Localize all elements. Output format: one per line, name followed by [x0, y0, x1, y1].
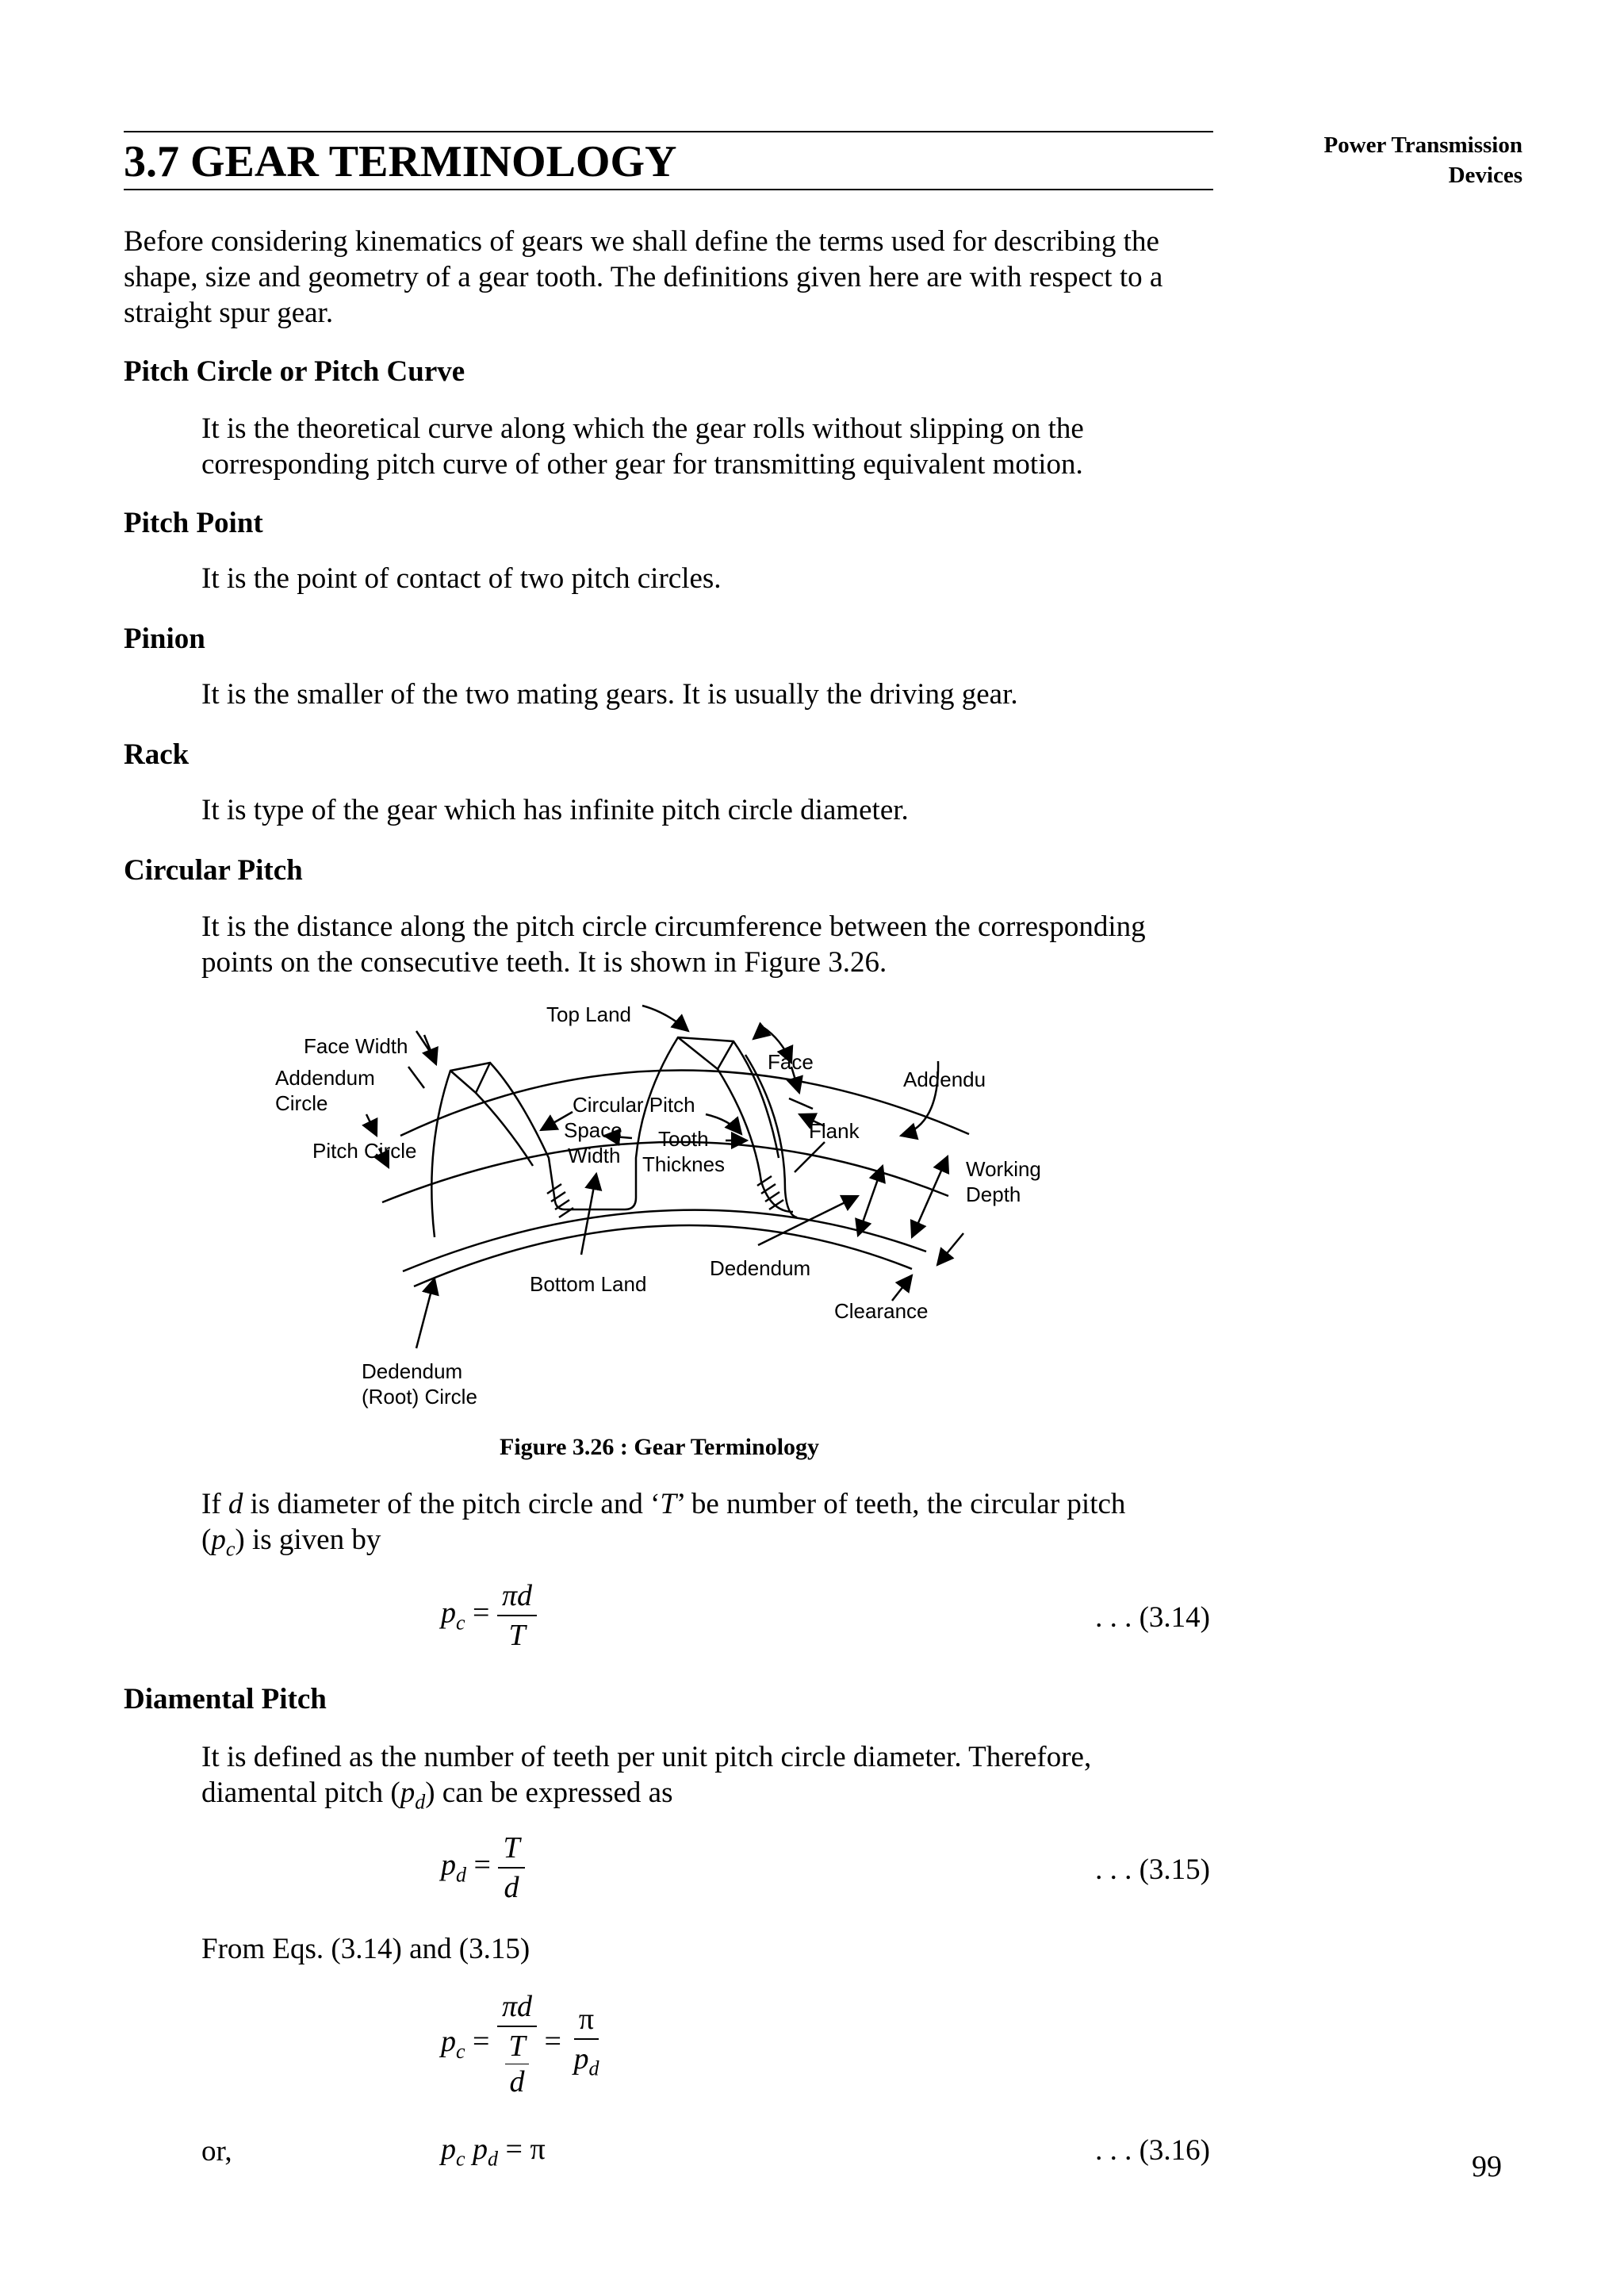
equation-3-14: $p_c$ = $\frac{\pi d}{T}$ — [441, 1578, 537, 1653]
label-space: Space — [564, 1118, 622, 1142]
definition-line: It is the theoretical curve along which the gear rolls without slipping on the — [201, 412, 1084, 445]
hatch-left — [547, 1184, 573, 1217]
label-bottom-land: Bottom Land — [530, 1272, 647, 1296]
equation-number-3-14: . . . (3.14) — [1095, 1601, 1210, 1634]
intro-line-3: straight spur gear. — [124, 297, 334, 329]
label-clearance: Clearance — [834, 1299, 929, 1323]
label-addendum-circle-1: Addendum — [275, 1066, 375, 1090]
face-arrow-top — [753, 1031, 763, 1039]
clearance-leader — [892, 1275, 912, 1301]
page-number: 99 — [1472, 2150, 1502, 2183]
label-flank: Flank — [809, 1119, 860, 1143]
section-title: 3.7 GEAR TERMINOLOGY — [124, 137, 677, 186]
definition-line: points on the consecutive teeth. It is shown in Figure 3.26. — [201, 946, 887, 979]
or-label: or, — [201, 2135, 232, 2168]
clearance-arrow-top — [937, 1233, 963, 1265]
definition-line: diamental pitch $(p_d)$ can be expressed as — [201, 1777, 673, 1814]
intro-line-1: If d is diameter of the pitch circle and ‘T’ be number of teeth, the circular pitch — [201, 1488, 1126, 1520]
label-addendu: Addendu — [903, 1068, 986, 1091]
equation-3-15: $p_d$ = $\frac{T}{d}$ — [441, 1830, 525, 1905]
working-depth-dimension — [912, 1156, 948, 1237]
label-pitch-circle: Pitch Circle — [312, 1139, 417, 1163]
label-dedendum-root-2: (Root) Circle — [362, 1385, 477, 1409]
definition-diametral-pitch — [201, 1739, 1091, 1819]
left-gear-tooth — [431, 1063, 565, 1237]
label-working: Working — [966, 1157, 1041, 1181]
dedendum-root-leader — [416, 1278, 435, 1348]
definition-pitch-point: It is the point of contact of two pitch circles. — [201, 562, 722, 595]
label-depth: Depth — [966, 1182, 1021, 1206]
term-pitch-circle: Pitch Circle or Pitch Curve — [124, 355, 465, 388]
intro-line-1: Before considering kinematics of gears we shall define the terms used for describing the — [124, 225, 1159, 258]
term-rack: Rack — [124, 738, 190, 771]
from-eqs-text: From Eqs. (3.14) and (3.15) — [201, 1933, 530, 1965]
definition-rack: It is type of the gear which has infinite pitch circle diameter. — [201, 794, 909, 826]
definition-line: It is defined as the number of teeth per unit pitch circle diameter. Therefore, — [201, 1741, 1092, 1773]
equation-combined: $p_c$ = πd T d = $\frac{\pi}{p_d}$ — [441, 1990, 599, 2099]
face-width-leader — [424, 1035, 436, 1064]
definition-line: It is the distance along the pitch circle circumference between the corresponding — [201, 910, 1146, 943]
addendum-circle-leader — [366, 1114, 377, 1136]
intro-line-2: shape, size and geometry of a gear tooth. The definitions given here are with respect to a — [124, 261, 1163, 293]
bottom-land-leader — [581, 1174, 596, 1255]
circular-pitch-intro — [201, 1486, 1125, 1566]
label-width: Width — [568, 1144, 621, 1167]
term-circular-pitch: Circular Pitch — [124, 854, 303, 887]
label-face-width: Face Width — [304, 1034, 408, 1058]
addendum-dimension — [858, 1166, 883, 1236]
face-width-leader-2 — [416, 1031, 432, 1055]
equation-number-3-15: . . . (3.15) — [1095, 1853, 1210, 1886]
running-head-line-2: Devices — [1448, 163, 1522, 188]
top-land-leader — [642, 1006, 688, 1031]
label-thicknes: Thicknes — [642, 1152, 726, 1176]
middle-tooth-face-edge — [678, 1037, 733, 1069]
label-top-land: Top Land — [546, 1002, 631, 1026]
term-diametral-pitch: Diamental Pitch — [124, 1683, 327, 1715]
equation-3-16: $p_c$ $p_d = \pi$ — [441, 2133, 546, 2171]
face-width-leader-3 — [408, 1067, 424, 1088]
label-dedendum: Dedendum — [710, 1256, 811, 1280]
definition-pinion: It is the smaller of the two mating gears. It is usually the driving gear. — [201, 678, 1018, 711]
circular-pitch-leader — [706, 1114, 741, 1134]
term-pitch-point: Pitch Point — [124, 507, 263, 539]
label-circular-pitch: Circular Pitch — [573, 1093, 695, 1117]
label-face: Face — [768, 1050, 814, 1074]
left-tooth-face-line — [476, 1093, 533, 1166]
dedendum-circle-arc-2 — [414, 1225, 912, 1286]
flank-tick — [789, 1098, 813, 1109]
running-head-line-1: Power Transmission — [1323, 132, 1522, 158]
label-dedendum-root-1: Dedendum — [362, 1359, 463, 1383]
figure-caption: Figure 3.26 : Gear Terminology — [500, 1434, 820, 1460]
equation-number-3-16: . . . (3.16) — [1095, 2134, 1210, 2167]
definition-line: corresponding pitch curve of other gear for transmitting equivalent motion. — [201, 448, 1083, 481]
intro-line-2: $(p_c)$ is given by — [201, 1524, 381, 1561]
dedendum-circle-arc-1 — [403, 1210, 926, 1271]
label-addendum-circle-2: Circle — [275, 1091, 328, 1115]
label-tooth: Tooth — [658, 1127, 709, 1151]
term-pinion: Pinion — [124, 623, 205, 655]
